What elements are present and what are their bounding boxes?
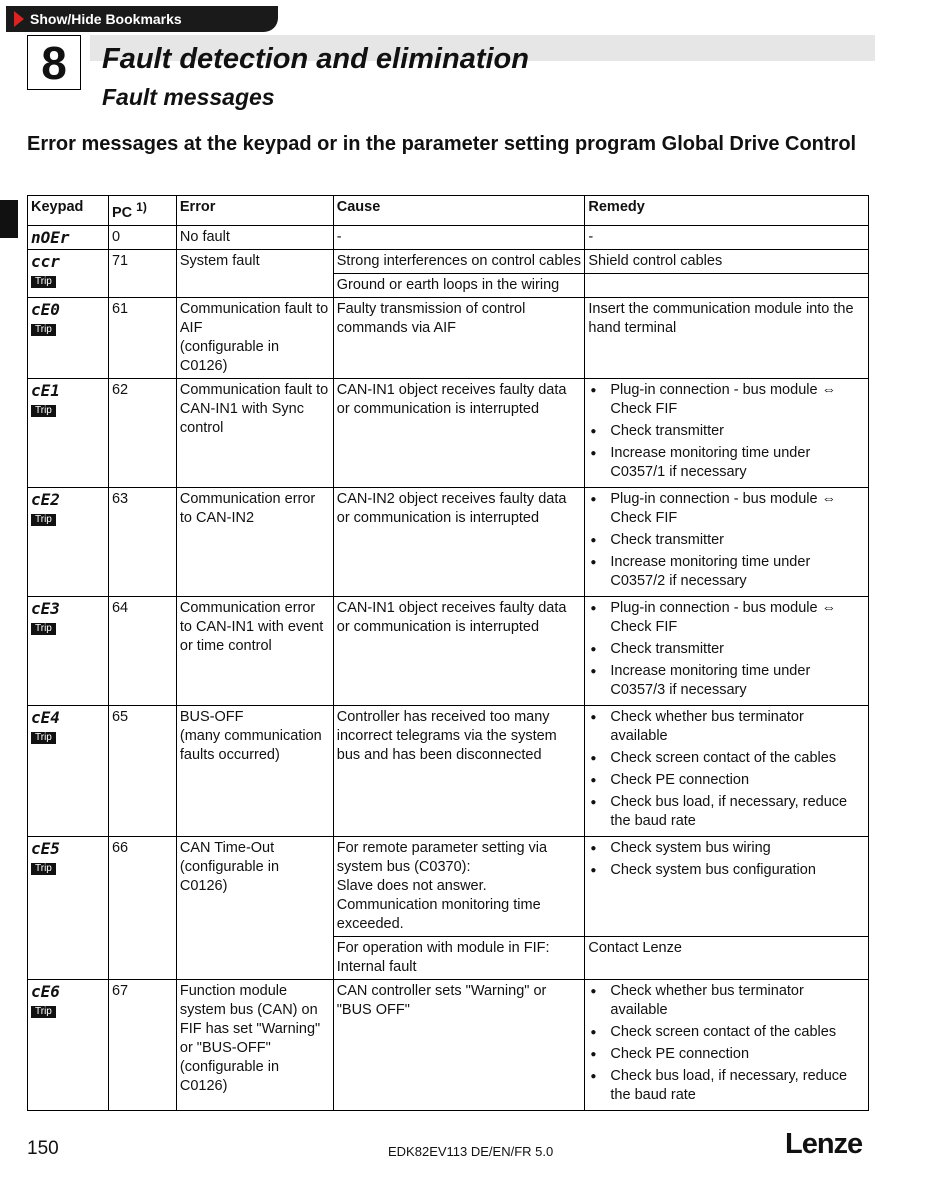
pc-code: 62 [108,378,176,487]
trip-badge: Trip [31,324,56,336]
trip-badge: Trip [31,405,56,417]
keypad-code: cE1 [31,380,60,400]
chapter-side-tab [0,200,18,238]
trip-badge: Trip [31,514,56,526]
error-cell: System fault [176,249,333,297]
list-item: ● Plug-in connection - bus module ⇔ Check FIF [588,381,865,419]
show-hide-bookmarks-button[interactable] [6,6,278,32]
keypad-code: ccr [31,251,60,271]
remedy-cell [585,979,869,1110]
header-cause: Cause [333,196,585,226]
header-pc-footnote: 1) [136,200,147,214]
remedy-cell: Shield control cables [585,249,869,273]
list-item: ● Check PE connection [588,1045,865,1064]
error-text: CAN Time-Out [179,839,275,856]
list-item: ● Plug-in connection - bus module ⇔ Check FIF [588,490,865,528]
cause-cell: CAN-IN1 object receives faulty data or communication is interrupted [333,378,585,487]
error-cell [176,297,333,378]
error-cell: Communication error to CAN-IN1 with event or time control [176,596,333,705]
cause-cell: CAN-IN2 object receives faulty data or communication is interrupted [333,487,585,596]
header-remedy: Remedy [585,196,869,226]
cause-cell: CAN controller sets "Warning" or "BUS OFF" [333,979,585,1110]
list-item: ● Plug-in connection - bus module ⇔ Check FIF [588,599,865,637]
page-title: Fault detection and elimination [102,43,529,75]
list-item: ● Check PE connection [588,771,865,790]
keypad-code: cE4 [31,707,60,727]
remedy-cell [585,836,869,936]
cause-text: For remote parameter setting via system bus (C0370): [336,839,548,875]
remedy-cell: - [585,225,869,249]
pc-code: 65 [108,705,176,836]
table-row [28,836,869,936]
table-row [28,297,869,378]
error-note: (many communication faults occurred) [179,727,322,763]
fault-table [27,195,869,1111]
keypad-code: cE5 [31,838,60,858]
table-row [28,596,869,705]
remedy-cell [585,273,869,297]
list-item: ● Check screen contact of the cables [588,1023,865,1042]
keypad-code: cE6 [31,981,60,1001]
list-item: ● Check bus load, if necessary, reduce the baud rate [588,1067,865,1105]
remedy-cell [585,487,869,596]
keypad-code: cE0 [31,299,60,319]
error-cell [176,836,333,979]
list-item: ● Increase monitoring time under C0357/3 if necessary [588,662,865,700]
pc-code: 63 [108,487,176,596]
list-item: ● Check bus load, if necessary, reduce the baud rate [588,793,865,831]
section-heading: Error messages at the keypad or in the parameter setting program Global Drive Control [27,133,857,155]
trip-badge: Trip [31,623,56,635]
list-item: ● Check transmitter [588,640,865,659]
triangle-right-icon [14,11,24,27]
error-text: BUS-OFF [179,708,244,725]
trip-badge: Trip [31,732,56,744]
pc-code: 67 [108,979,176,1110]
table-row [28,249,869,273]
keypad-code: cE3 [31,598,60,618]
list-item: ● Check whether bus terminator available [588,982,865,1020]
cause-cell: - [333,225,585,249]
trip-badge: Trip [31,863,56,875]
cause-text: Internal fault [336,958,417,975]
cause-cell: Ground or earth loops in the wiring [333,273,585,297]
pc-code: 61 [108,297,176,378]
list-item: ● Check system bus configuration [588,861,865,880]
list-item: ● Check whether bus terminator available [588,708,865,746]
page-subtitle: Fault messages [102,84,275,110]
trip-badge: Trip [31,1006,56,1018]
pc-code: 0 [108,225,176,249]
cause-cell: Strong interferences on control cables [333,249,585,273]
trip-badge: Trip [31,276,56,288]
error-text: Communication fault to AIF [179,300,329,336]
keypad-code: nOEr [31,227,70,247]
cause-text: For operation with module in FIF: [336,939,550,956]
cause-cell: Faulty transmission of control commands via AIF [333,297,585,378]
error-cell: No fault [176,225,333,249]
remedy-cell: Insert the communication module into the hand terminal [585,297,869,378]
list-item: ● Increase monitoring time under C0357/1 if necessary [588,444,865,482]
table-row [28,225,869,249]
chapter-number: 8 [27,35,81,90]
list-item: ● Check system bus wiring [588,839,865,858]
error-text: Function module system bus (CAN) on FIF has set "Warning" or "BUS-OFF" [179,982,321,1056]
header-pc-label: PC [111,204,133,221]
header-pc [108,196,176,226]
table-row [28,705,869,836]
cause-cell: CAN-IN1 object receives faulty data or communication is interrupted [333,596,585,705]
table-row [28,979,869,1110]
error-cell: Communication fault to CAN-IN1 with Sync control [176,378,333,487]
list-item: ● Check screen contact of the cables [588,749,865,768]
error-cell: Communication error to CAN-IN2 [176,487,333,596]
bookmarks-label: Show/Hide Bookmarks [30,11,182,27]
cause-cell [333,936,585,979]
document-id: EDK82EV113 DE/EN/FR 5.0 [388,1144,554,1159]
list-item: ● Check transmitter [588,531,865,550]
page-number: 150 [27,1138,59,1159]
cause-cell [333,836,585,936]
table-row [28,487,869,596]
pc-code: 66 [108,836,176,979]
list-item: ● Increase monitoring time under C0357/2 if necessary [588,553,865,591]
error-cell [176,979,333,1110]
header-keypad: Keypad [28,196,109,226]
list-item: ● Check transmitter [588,422,865,441]
remedy-cell [585,378,869,487]
pc-code: 64 [108,596,176,705]
table-header-row [28,196,869,226]
header-error: Error [176,196,333,226]
brand-logo: Lenze [785,1128,863,1160]
error-note: (configurable in C0126) [179,858,280,894]
table-row [28,378,869,487]
pc-code: 71 [108,249,176,297]
error-note: (configurable in C0126) [179,1058,280,1094]
cause-cell: Controller has received too many incorrect telegrams via the system bus and has been disconnected [333,705,585,836]
remedy-cell [585,596,869,705]
error-cell [176,705,333,836]
cause-text: Slave does not answer. Communication monitoring time exceeded. [336,877,541,932]
remedy-cell [585,705,869,836]
remedy-cell: Contact Lenze [585,936,869,979]
error-note: (configurable in C0126) [179,338,280,374]
keypad-code: cE2 [31,489,60,509]
